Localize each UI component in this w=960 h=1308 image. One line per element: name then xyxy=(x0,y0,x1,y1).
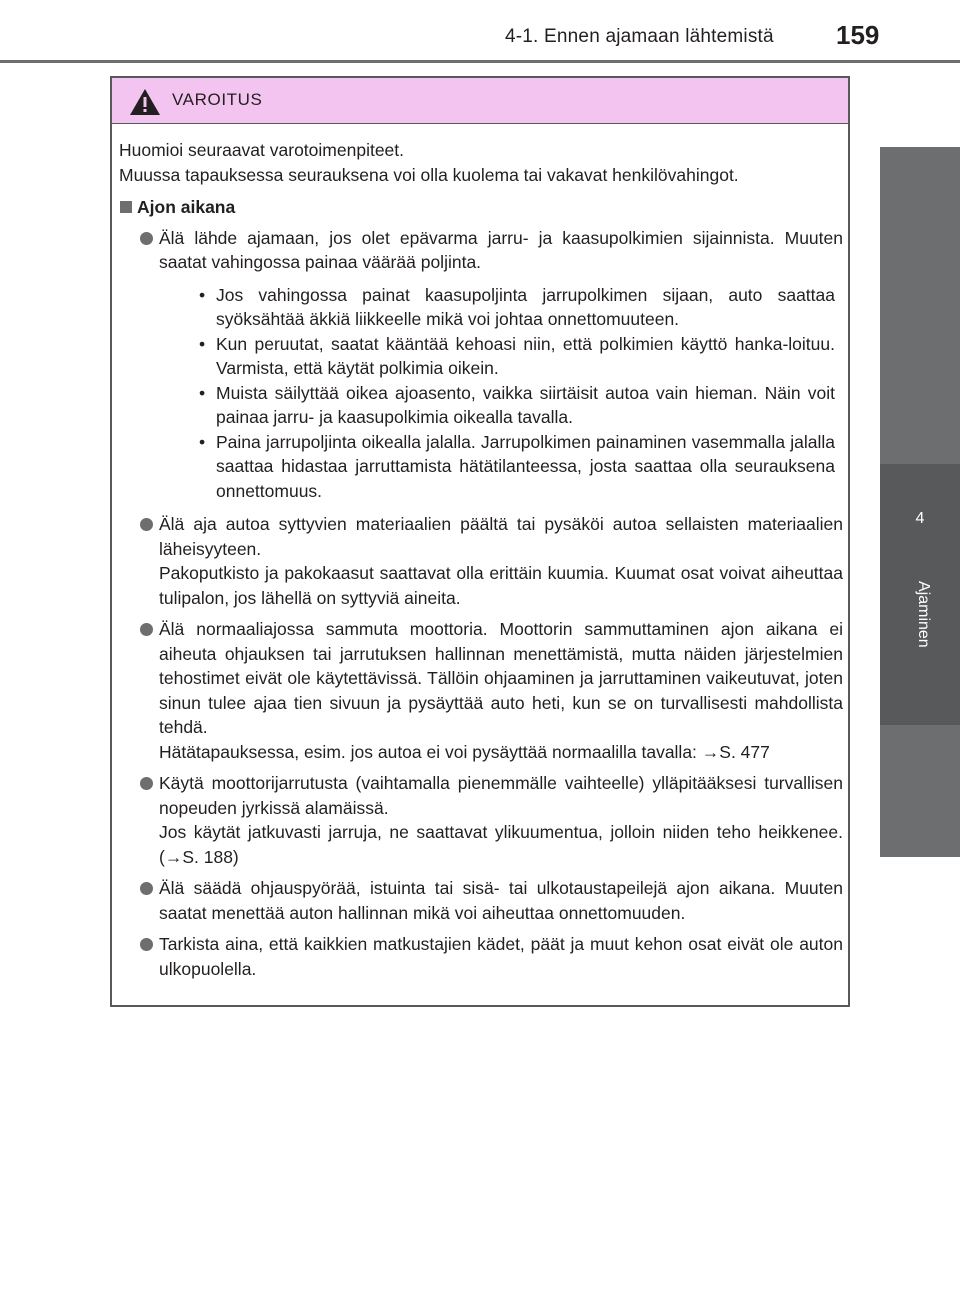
chapter-side-tab xyxy=(880,147,960,857)
intro-line: Huomioi seuraavat varotoimenpiteet. xyxy=(119,140,405,160)
bullet-paragraph: Älä aja autoa syttyvien materiaalien päältä tai pysäköi autoa sellaisten materiaalien läheisyyteen. xyxy=(159,514,843,559)
chapter-number: 4 xyxy=(915,510,925,527)
warning-bullet-item xyxy=(119,932,843,981)
warning-triangle-icon xyxy=(129,88,161,116)
section-heading-text: Ajon aikana xyxy=(137,197,236,217)
bullet-paragraph: Pakoputkisto ja pakokaasut saattavat olla erittäin kuumia. Kuumat osat voivat aiheuttaa tulipalon, jos lähellä on syttyviä aineita. xyxy=(159,563,843,608)
sub-bullet-item xyxy=(199,430,843,504)
intro-line: Muussa tapauksessa seurauksena voi olla kuolema tai vakavat henkilövahingot. xyxy=(119,164,739,185)
round-bullet-icon xyxy=(140,623,153,636)
section-title: 4-1. Ennen ajamaan lähtemistä xyxy=(505,26,774,47)
square-bullet-icon xyxy=(120,201,132,213)
warning-bullet-item xyxy=(119,876,843,925)
warning-title: VAROITUS xyxy=(172,90,263,109)
warning-bullet-item xyxy=(119,617,843,764)
bullet-paragraph: Älä lähde ajamaan, jos olet epävarma jarru- ja kaasupolkimien sijainnista. Muuten saatat vahingossa painaa väärää poljinta. xyxy=(159,227,843,272)
sub-bullet-item xyxy=(199,283,843,332)
bullet-paragraph: Hätätapauksessa, esim. jos autoa ei voi pysäyttää normaalilla tavalla: →S. 477 xyxy=(159,741,770,762)
warning-bullet-list xyxy=(119,226,843,982)
warning-box xyxy=(110,76,850,1007)
round-bullet-icon xyxy=(140,232,153,245)
header-divider xyxy=(0,60,960,63)
bullet-paragraph: Käytä moottorijarrutusta (vaihtamalla pienemmälle vaihteelle) ylläpitääksesi turvallisen nopeuden jyrkissä alamäissä. xyxy=(159,773,843,818)
section-heading xyxy=(119,195,843,220)
sub-bullet-text: Paina jarrupoljinta oikealla jalalla. Jarrupolkimen painaminen vasemmalla jalalla saattaa hidastaa jarruttamista hätätilanteessa, josta saattaa olla seurauksena onnettomuus. xyxy=(216,431,835,501)
warning-bullet-item xyxy=(119,771,843,869)
round-bullet-icon xyxy=(140,882,153,895)
chapter-label-wrap xyxy=(914,581,934,681)
warning-body xyxy=(119,138,843,988)
chapter-label: Ajaminen xyxy=(915,581,932,648)
small-bullet-icon: • xyxy=(199,431,206,452)
warning-bullet-item xyxy=(119,512,843,610)
sub-bullet-item xyxy=(199,332,843,381)
warning-header xyxy=(112,78,848,124)
sub-bullet-list xyxy=(199,283,843,504)
small-bullet-icon: • xyxy=(199,333,206,354)
small-bullet-icon: • xyxy=(199,382,206,403)
bullet-paragraph: Älä säädä ohjauspyörää, istuinta tai sisä- tai ulkotaustapeilejä ajon aikana. Muuten saatat menettää auton hallinnan mikä voi aiheuttaa onnettomuuden. xyxy=(159,878,843,923)
round-bullet-icon xyxy=(140,938,153,951)
warning-bullet-item xyxy=(119,226,843,504)
sub-bullet-item xyxy=(199,381,843,430)
small-bullet-icon: • xyxy=(199,284,206,305)
round-bullet-icon xyxy=(140,777,153,790)
sub-bullet-text: Muista säilyttää oikea ajoasento, vaikka siirtäisit autoa vain hieman. Näin voit painaa jarru- ja kaasupolkimia oikealla tavalla. xyxy=(216,382,835,427)
bullet-paragraph: Jos käytät jatkuvasti jarruja, ne saattavat ylikuumentua, jolloin niiden teho heikkenee. (→S. 188) xyxy=(159,822,843,867)
sub-bullet-text: Kun peruutat, saatat kääntää kehoasi niin, että polkimien käyttö hanka-loituu. Varmista, että käytät polkimia oikein. xyxy=(216,333,835,378)
bullet-paragraph: Tarkista aina, että kaikkien matkustajien kädet, päät ja muut kehon osat eivät ole auton ulkopuolella. xyxy=(159,934,843,979)
sub-bullet-text: Jos vahingossa painat kaasupoljinta jarrupolkimen sijaan, auto saattaa syöksähtää äkkiä liikkeelle mikä voi johtaa onnettomuuteen. xyxy=(216,284,835,329)
bullet-paragraph: Älä normaaliajossa sammuta moottoria. Moottorin sammuttaminen ajon aikana ei aiheuta ohjauksen tai jarrutuksen hallinnan menettämistä, mutta näiden järjestelmien tehostimet eivät ole käytettävissä. Tällöin ohjaaminen ja jarruttaminen vaikeutuvat, joten sinun tulee ajaa tien sivuun ja pysäyttää auto heti, kun se on turvallisesti mahdollista tehdä. xyxy=(159,619,843,737)
warning-intro xyxy=(119,138,843,187)
round-bullet-icon xyxy=(140,518,153,531)
page-number: 159 xyxy=(836,20,880,50)
